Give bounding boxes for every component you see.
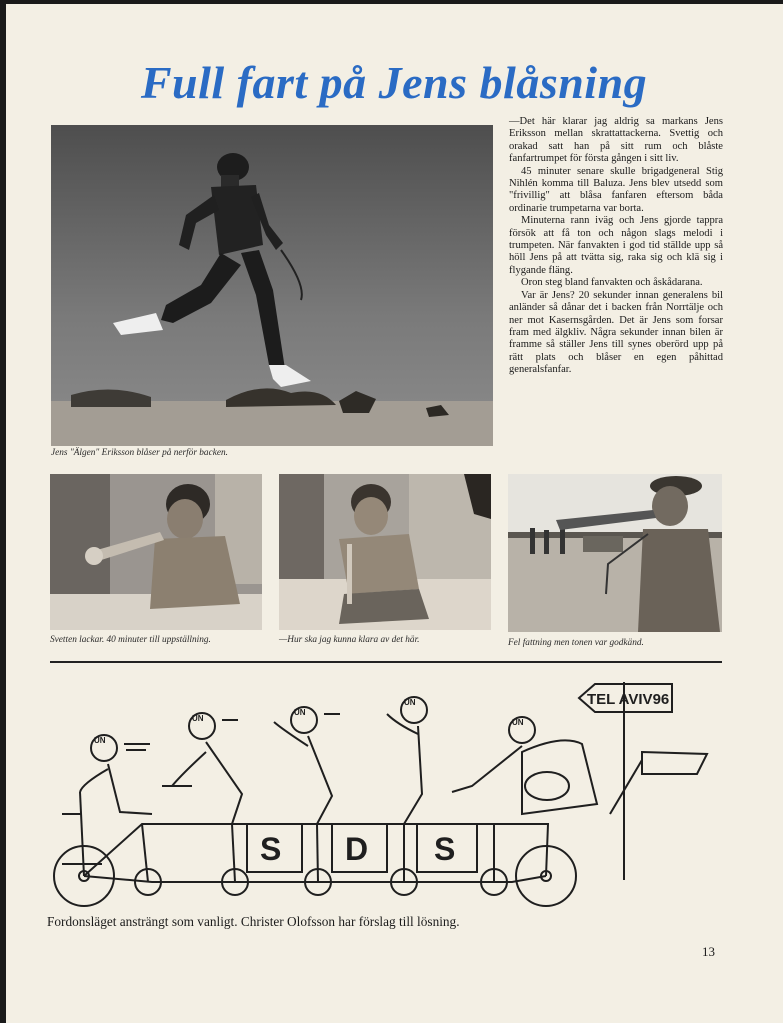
headline: Full fart på Jens blåsning bbox=[140, 57, 648, 108]
trumpet-practice-photo bbox=[50, 474, 262, 630]
frame-letter-s: S bbox=[434, 831, 456, 867]
helmet-label: UN bbox=[512, 718, 524, 727]
article-paragraph: Oron steg bland fanvakten och åskådarana. bbox=[521, 277, 703, 289]
helmet-label: UN bbox=[192, 714, 204, 723]
article-paragraph: Var är Jens? 20 sekunder innan generalens bil anländer så dånar det i backen från Norrtälje och ner mot Kasernsgården. Det är Jens som forsar fram med älgkliv. Några sekunder innan bilen är framme så ställer Jens till synes oberörd upp på rätt plats och blåser en egen påhittad generalsfanfar. bbox=[509, 289, 723, 376]
small-photo-1 bbox=[50, 474, 262, 630]
page-number: 13 bbox=[702, 944, 715, 959]
direction-sign-text: TEL AVIV96 bbox=[587, 691, 670, 708]
article-paragraph: Minuterna rann iväg och Jens gjorde tappra försök att få ton och någon slags melodi i trumpeten. När fanvakten i god tid ställde upp så höll Jens på att tvätta sig, raka sig och klä sig i flygande fläng. bbox=[509, 215, 723, 276]
article-paragraph: —Det här klarar jag aldrig sa markans Jens Eriksson mellan skrattattackerna. Svettig och orakad satt han på sitt rum och blåste fanfartrumpet för första gången i sitt liv. bbox=[509, 116, 723, 165]
main-photo-caption: Jens "Älgen" Eriksson blåser på nerför backen. bbox=[51, 448, 228, 458]
small-photo-1-caption: Svetten lackar. 40 minuter till uppställning. bbox=[50, 635, 211, 645]
frame-letter-d: D bbox=[345, 831, 369, 867]
cartoon-caption: Fordonsläget ansträngt som vanligt. Christer Olofsson har förslag till lösning. bbox=[47, 914, 460, 929]
frame-letter-s: S bbox=[260, 831, 282, 867]
fanfare-photo bbox=[508, 474, 722, 632]
running-man-photo bbox=[51, 125, 493, 446]
article-text bbox=[509, 116, 723, 377]
helmet-label: UN bbox=[94, 736, 106, 745]
small-photo-3-caption: Fel fattning men tonen var godkänd. bbox=[508, 638, 644, 648]
tandem-bicycle-cartoon bbox=[42, 674, 742, 912]
magazine-page bbox=[6, 4, 783, 1023]
small-photo-2 bbox=[279, 474, 491, 630]
helmet-label: UN bbox=[294, 708, 306, 717]
article-paragraph: 45 minuter senare skulle brigadgeneral Stig Nihlén komma till Baluza. Jens blev utsedd som "frivillig" att blåsa fanfaren eftersom båda ordinarie trumpetarna var borta. bbox=[509, 165, 723, 214]
helmet-label: UN bbox=[404, 698, 416, 707]
section-divider bbox=[50, 661, 722, 663]
small-photo-3 bbox=[508, 474, 722, 632]
laughing-man-photo bbox=[279, 474, 491, 630]
small-photo-2-caption: —Hur ska jag kunna klara av det här. bbox=[279, 635, 420, 645]
main-photo bbox=[51, 125, 493, 446]
